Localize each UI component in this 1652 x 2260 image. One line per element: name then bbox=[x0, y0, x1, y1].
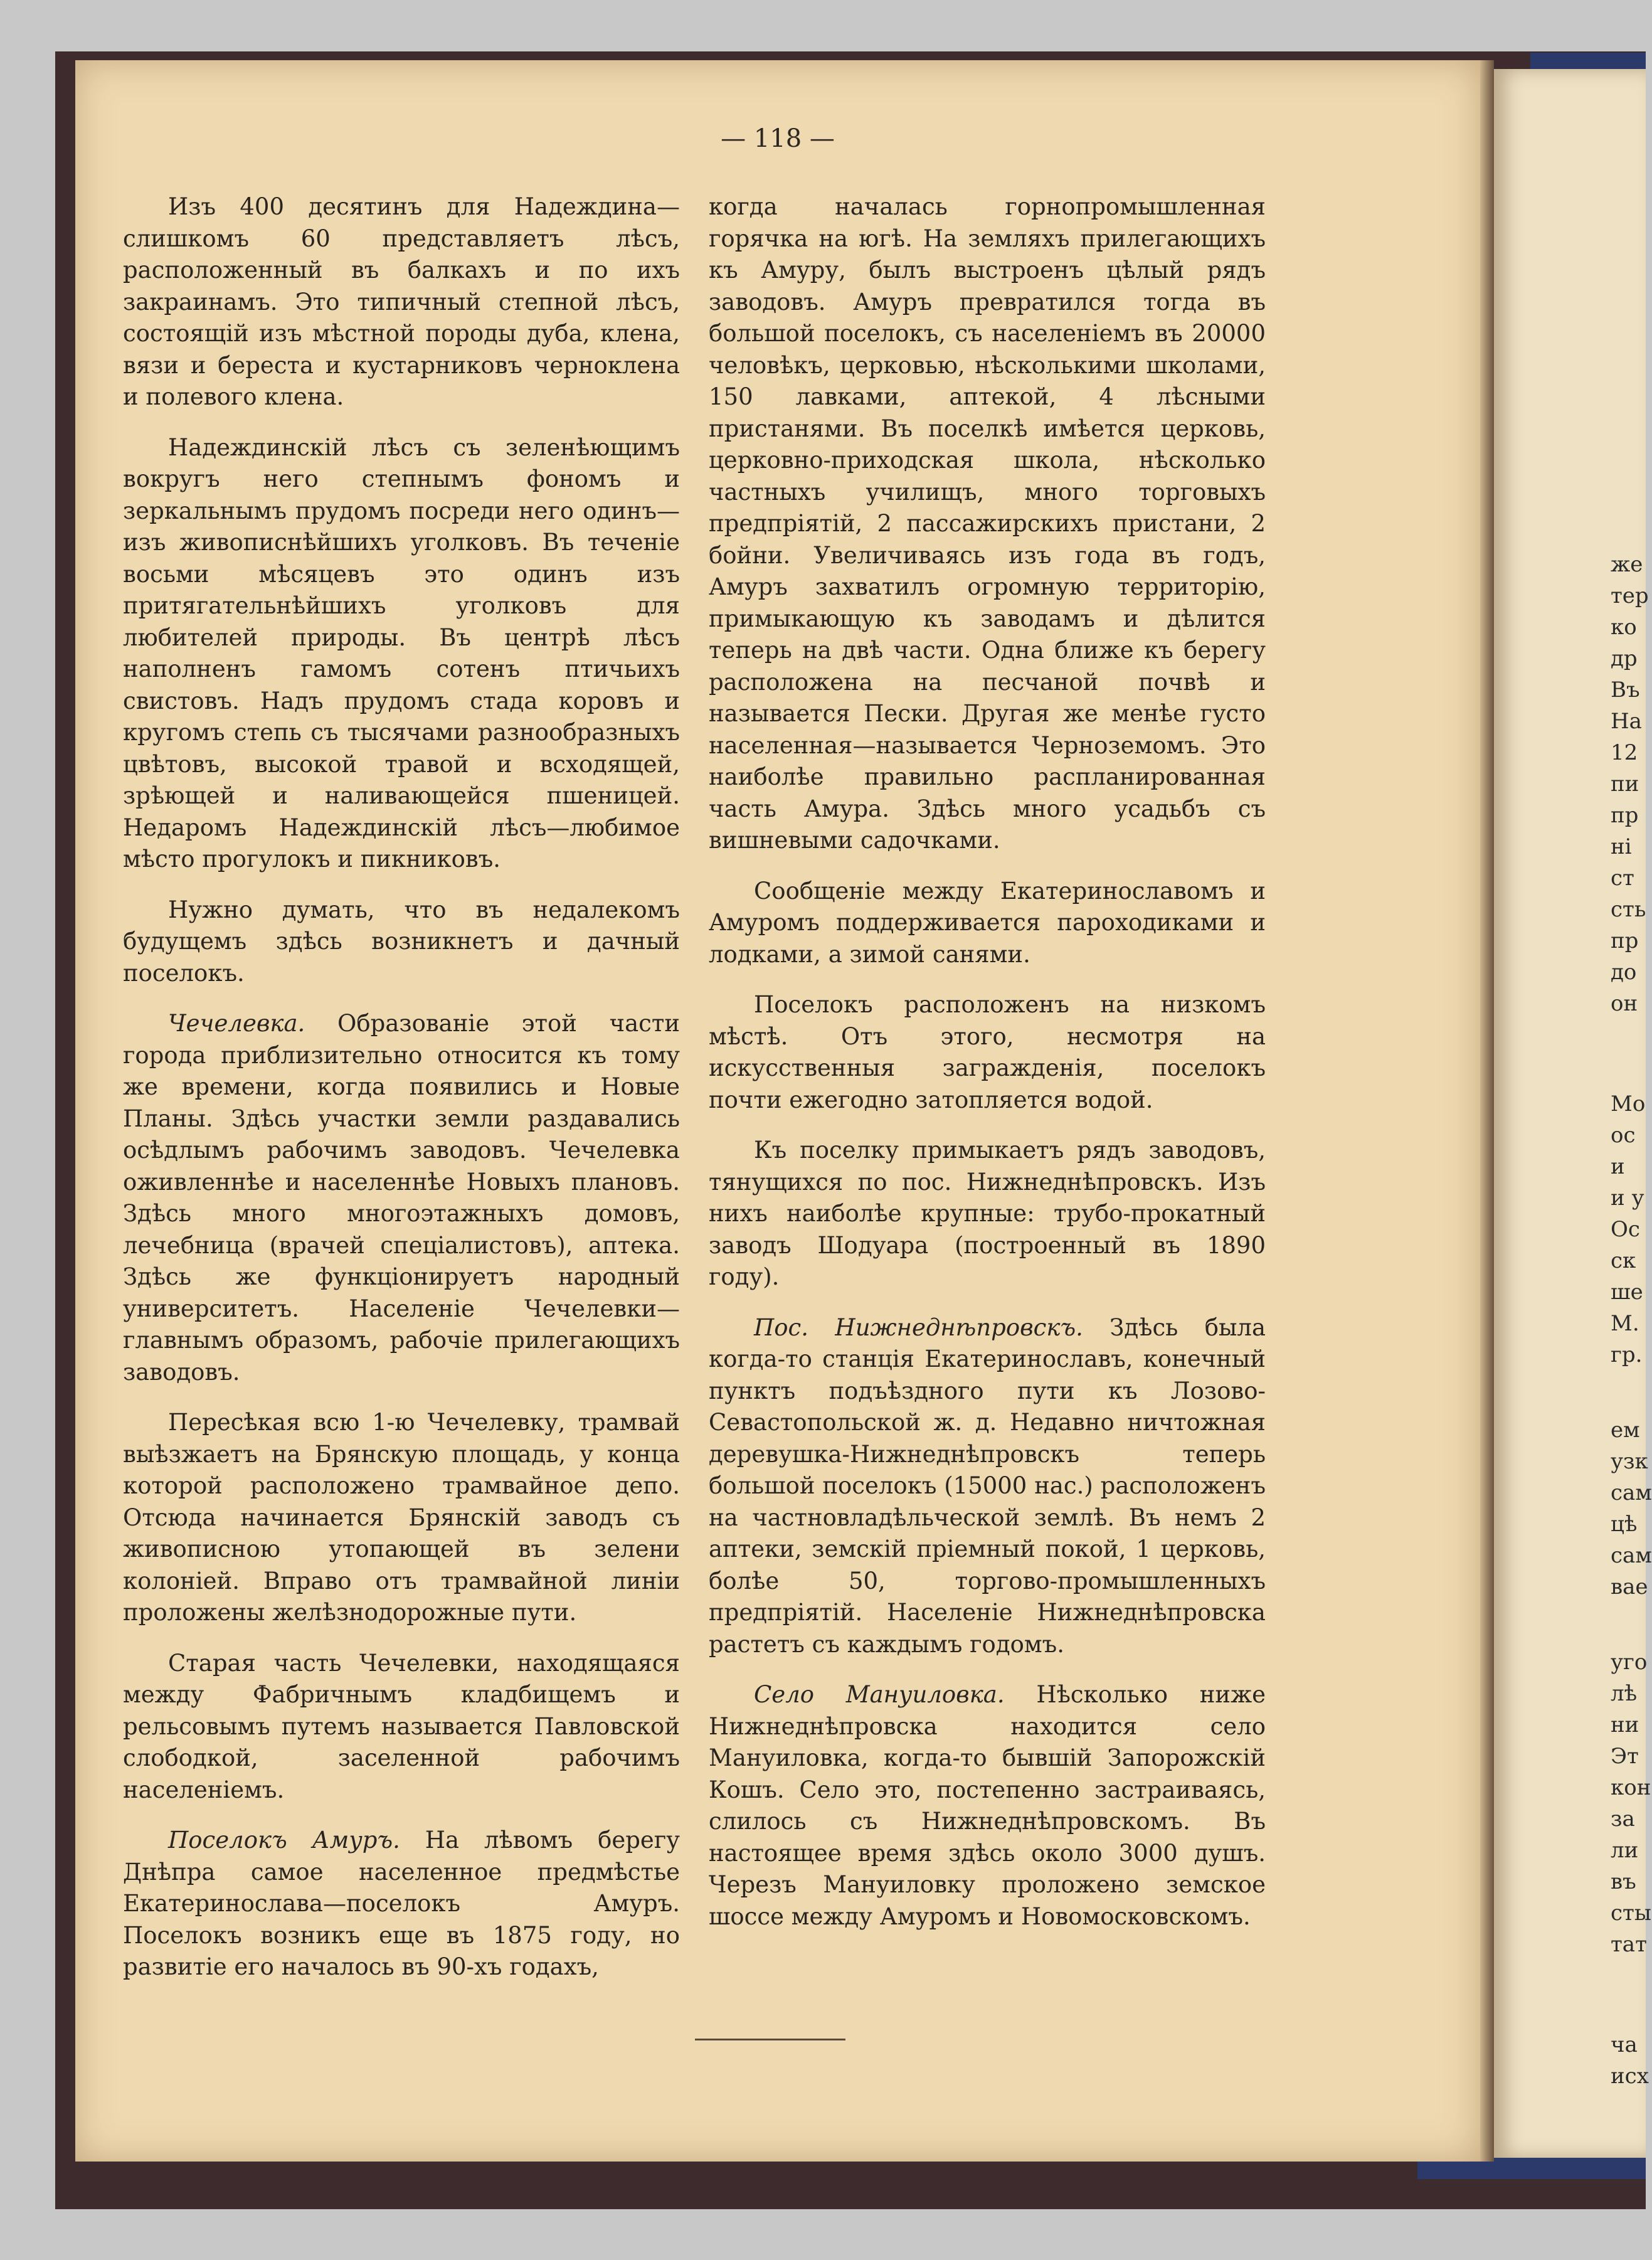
paragraph bbox=[709, 989, 1266, 1116]
adjacent-page-fragment: ни bbox=[1611, 1712, 1639, 1737]
paragraph bbox=[123, 1407, 680, 1629]
adjacent-page-fragment: 12 bbox=[1611, 740, 1638, 765]
adjacent-page-fragment: ко bbox=[1611, 615, 1637, 640]
paragraph bbox=[709, 1135, 1266, 1293]
adjacent-page-fragment: ем bbox=[1611, 1418, 1640, 1443]
paragraph-text: Образованіе этой части города приблизительно относится къ тому же времени, когда появились и Новые Планы. Здѣсь участки земли раздавались осѣдлымъ рабочимъ заводовъ. Чечелевка оживленнѣе и населеннѣе Новыхъ плановъ. Здѣсь много многоэтажныхъ домовъ, лечебница (врачей спеціалистовъ), аптека. Здѣсь же функціонируетъ народный университетъ. Населеніе Чечелевки—главнымъ образомъ, рабочіе прилегающихъ заводовъ. bbox=[123, 1010, 680, 1386]
adjacent-page-fragment: же bbox=[1611, 552, 1643, 577]
adjacent-page-fragment: сть bbox=[1611, 897, 1646, 922]
paragraph-text: Сообщеніе между Екатеринославомъ и Амуромъ поддерживается пароходиками и лодками, а зимой санями. bbox=[709, 877, 1266, 968]
adjacent-page-fragment: ст bbox=[1611, 866, 1634, 891]
adjacent-page-fragment: и у bbox=[1611, 1186, 1644, 1211]
paragraph-text: Здѣсь была когда-то станція Екатеринославъ, конечный пунктъ подъѣздного пути къ Лозово-Севастопольской ж. д. Недавно ничтожная деревушка-Нижнеднѣпровскъ теперь большой поселокъ (15000 нас.) расположенъ на частновладѣльческой землѣ. Въ немъ 2 аптеки, земскій пріемный покой, 1 церковь, болѣе 50, торгово-промышленныхъ предпріятій. Населеніе Нижнеднѣпровска растетъ съ каждымъ годомъ. bbox=[709, 1313, 1266, 1658]
adjacent-page-fragment: цѣ bbox=[1611, 1512, 1638, 1537]
paragraph bbox=[123, 1825, 680, 1983]
section-heading: Поселокъ Амуръ. bbox=[168, 1827, 400, 1854]
adjacent-page-fragment: Въ bbox=[1611, 677, 1640, 703]
adjacent-page-fragment: пр bbox=[1611, 803, 1639, 828]
adjacent-page-fragment: тер bbox=[1611, 583, 1649, 608]
adjacent-page-fragment: тат bbox=[1611, 1932, 1647, 1957]
paragraph-text: Поселокъ расположенъ на низкомъ мѣстѣ. Отъ этого, несмотря на искусственныя загражденія, поселокъ почти ежегодно затопляется водой. bbox=[709, 991, 1266, 1113]
paragraph-text: Нѣсколько ниже Нижнеднѣпровска находится село Мануиловка, когда-то бывшій Запорожскій Кошъ. Село это, постепенно застраиваясь, слилось съ Нижнеднѣпровскомъ. Въ настоящее время здѣсь около 3000 душъ. Черезъ Мануиловку проложено земское шоссе между Амуромъ и Новомосковскомъ. bbox=[709, 1681, 1266, 1930]
adjacent-page-fragment: ні bbox=[1611, 834, 1632, 859]
paragraph-text: Пересѣкая всю 1-ю Чечелевку, трамвай выѣзжаетъ на Брянскую площадь, у конца которой расположено трамвайное депо. Отсюда начинается Брянскій заводъ съ живописною утопающей въ зелени колоніей. Вправо отъ трамвайной линіи проложены желѣзнодорожные пути. bbox=[123, 1409, 680, 1626]
adjacent-page-fragment: др bbox=[1611, 646, 1638, 671]
adjacent-page-fragment: ше bbox=[1611, 1280, 1643, 1305]
paragraph bbox=[709, 876, 1266, 971]
paragraph bbox=[709, 191, 1266, 857]
paragraph bbox=[123, 191, 680, 413]
paragraph-text: когда началась горнопромышленная горячка на югѣ. На земляхъ прилегающихъ къ Амуру, былъ выстроенъ цѣлый рядъ заводовъ. Амуръ превратился тогда въ большой поселокъ, съ населеніемъ въ 20000 человѣкъ, церковью, нѣсколькими школами, 150 лавками, аптекой, 4 лѣсными пристанями. Въ поселкѣ имѣется церковь, церковно-приходская школа, нѣсколько частныхъ училищъ, много торговыхъ предпріятій, 2 пассажирскихъ пристани, 2 бойни. Увеличиваясь изъ года въ годъ, Амуръ захватилъ огромную территорію, примыкающую къ заводамъ и дѣлится теперь на двѣ части. Одна ближе къ берегу расположена на песчаной почвѣ и называется Пески. Другая же менѣе густо населенная—называется Черноземомъ. Это наиболѣе правильно распланированная часть Амура. Здѣсь много усадьбъ съ вишневыми садочками. bbox=[709, 193, 1266, 854]
paragraph-text: Къ поселку примыкаетъ рядъ заводовъ, тянущихся по пос. Нижнеднѣпровскъ. Изъ нихъ наиболѣе крупные: трубо-прокатный заводъ Шодуара (построенный въ 1890 году). bbox=[709, 1137, 1266, 1290]
adjacent-page-fragment: М. bbox=[1611, 1311, 1639, 1336]
adjacent-page-fragment: сам bbox=[1611, 1543, 1652, 1568]
adjacent-page-fragment: Ос bbox=[1611, 1217, 1640, 1242]
adjacent-page-fragment: до bbox=[1611, 960, 1637, 985]
left-column bbox=[123, 191, 680, 2002]
adjacent-page-fragment: ли bbox=[1611, 1838, 1639, 1863]
adjacent-page-fragment: сам bbox=[1611, 1480, 1652, 1505]
adjacent-page-fragment: пр bbox=[1611, 928, 1639, 953]
section-heading: Пос. Нижнеднѣпровскъ. bbox=[754, 1313, 1083, 1341]
adjacent-page-fragment: исх bbox=[1611, 2064, 1649, 2089]
adjacent-page-fragment: лѣ bbox=[1611, 1681, 1638, 1706]
adjacent-page-fragment: за bbox=[1611, 1806, 1635, 1832]
paragraph-text: Нужно думать, что въ недалекомъ будущемъ здѣсь возникнетъ и дачный поселокъ. bbox=[123, 896, 680, 987]
paragraph bbox=[709, 1312, 1266, 1661]
paragraph bbox=[123, 1648, 680, 1806]
adjacent-page-fragment: уго bbox=[1611, 1650, 1648, 1675]
adjacent-page-fragment: пи bbox=[1611, 772, 1639, 797]
paragraph-text: Старая часть Чечелевки, находящаяся между Фабричнымъ кладбищемъ и рельсовымъ путемъ называется Павловской слободкой, заселенной рабочимъ населеніемъ. bbox=[123, 1649, 680, 1803]
paragraph bbox=[123, 432, 680, 876]
book-gutter bbox=[1480, 60, 1494, 2162]
adjacent-page-fragment: сты bbox=[1611, 1901, 1651, 1926]
section-heading: Село Мануиловка. bbox=[754, 1681, 1005, 1708]
section-heading: Чечелевка. bbox=[168, 1010, 305, 1037]
adjacent-page-fragment: вае bbox=[1611, 1574, 1648, 1600]
right-column bbox=[709, 191, 1266, 1951]
paragraph bbox=[123, 894, 680, 990]
adjacent-page-fragment: ос bbox=[1611, 1123, 1636, 1148]
adjacent-page-fragment: На bbox=[1611, 709, 1642, 734]
paragraph bbox=[709, 1679, 1266, 1933]
paragraph-text: Надеждинскій лѣсъ съ зеленѣющимъ вокругъ него степнымъ фономъ и зеркальнымъ прудомъ посреди него одинъ—изъ живописнѣйшихъ уголковъ. Въ теченіе восьми мѣсяцевъ это одинъ изъ притягательнѣйшихъ уголковъ для любителей природы. Въ центрѣ лѣсъ наполненъ гамомъ сотенъ птичьихъ свистовъ. Надъ прудомъ стада коровъ и кругомъ степь съ тысячами разнообразныхъ цвѣтовъ, высокой травой и всходящей, зрѣющей и наливающейся пшеницей. Недаромъ Надеждинскій лѣсъ—любимое мѣсто прогулокъ и пикниковъ. bbox=[123, 433, 680, 873]
adjacent-page bbox=[1494, 69, 1652, 2158]
end-rule bbox=[695, 2039, 845, 2040]
adjacent-page-fragment: Мо bbox=[1611, 1091, 1646, 1117]
paragraph bbox=[123, 1008, 680, 1388]
paragraph-text: На лѣвомъ берегу Днѣпра самое населенное предмѣстье Екатеринослава—поселокъ Амуръ. Поселокъ возникъ еще въ 1875 году, но развитіе его началось въ 90-хъ годахъ, bbox=[123, 1827, 680, 1980]
adjacent-page-fragment: гр. bbox=[1611, 1342, 1643, 1367]
adjacent-page-fragment: ча bbox=[1611, 2032, 1638, 2057]
adjacent-page-fragment: узк bbox=[1611, 1449, 1648, 1474]
adjacent-page-fragment: и bbox=[1611, 1154, 1625, 1179]
page-number: — 118 — bbox=[721, 124, 835, 153]
adjacent-page-fragment: въ bbox=[1611, 1869, 1636, 1894]
adjacent-page-fragment: кон bbox=[1611, 1775, 1651, 1800]
adjacent-page-fragment: он bbox=[1611, 991, 1638, 1016]
adjacent-page-fragment: Эт bbox=[1611, 1744, 1639, 1769]
adjacent-page-fragment: ск bbox=[1611, 1248, 1636, 1273]
paragraph-text: Изъ 400 десятинъ для Надеждина—слишкомъ 60 представляетъ лѣсъ, расположенный въ балкахъ и по ихъ закраинамъ. Это типичный степной лѣсъ, состоящій изъ мѣстной породы дуба, клена, вязи и береста и кустарниковъ черноклена и полевого клена. bbox=[123, 193, 680, 410]
